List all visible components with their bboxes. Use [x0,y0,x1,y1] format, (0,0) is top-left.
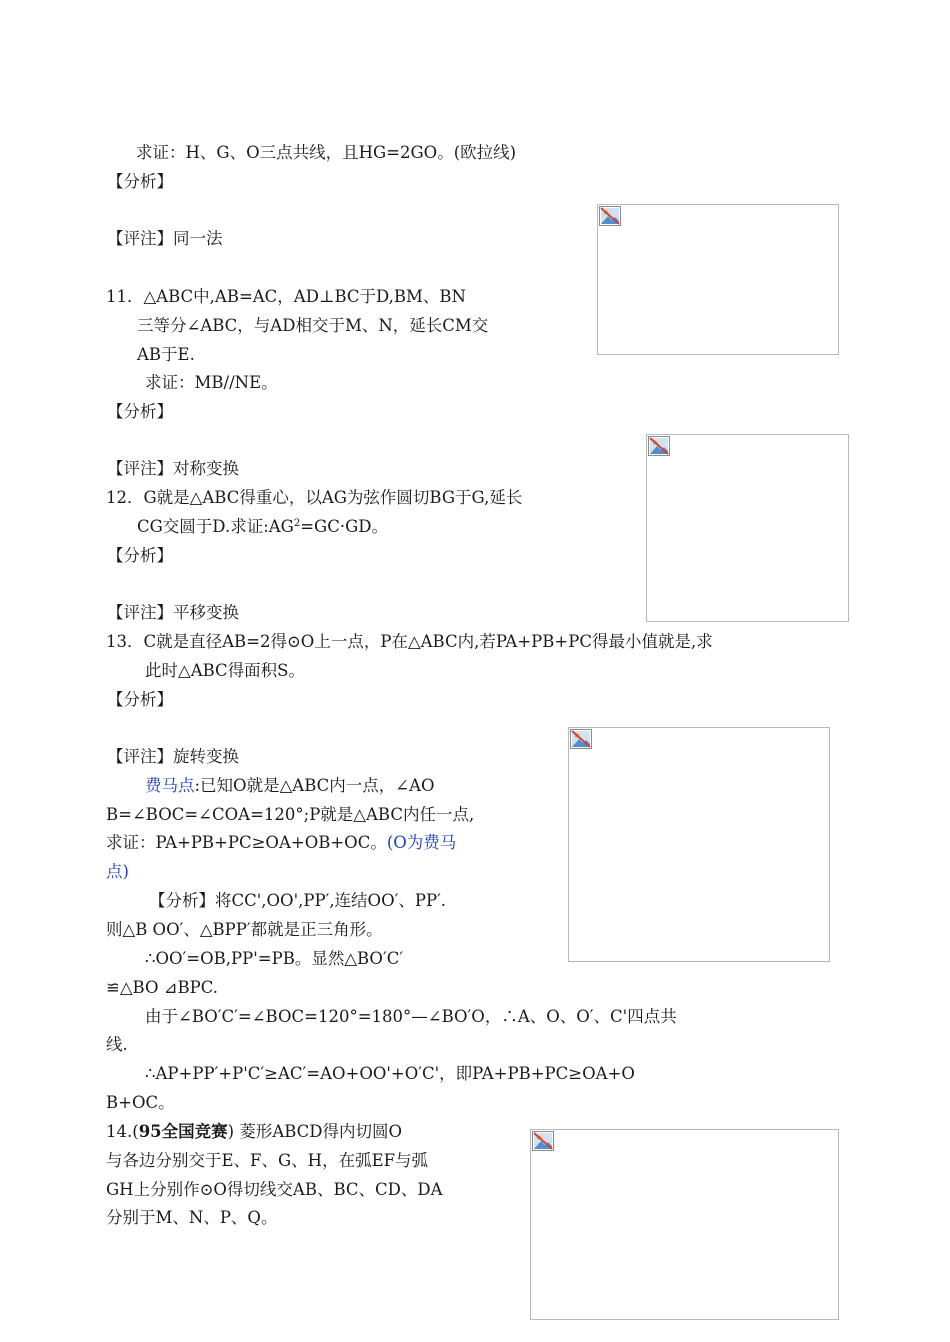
broken-image-icon [570,729,592,749]
text-line: ≌△BO ⊿BPC. [106,978,219,997]
figure-placeholder [530,1129,839,1320]
fermat-note: (O为费马 [386,833,457,852]
section-label: 【分析】 [107,172,173,191]
text-run: 14.( [106,1122,139,1141]
figure-placeholder [646,434,849,622]
text-run: CG交圆于D.求证:AG [137,517,294,536]
text-line: 【分析】将CC',OO',PP′,连结OO′、PP′. [149,891,447,910]
problem-14-title [106,1121,402,1143]
text-run: 求证：PA+PB+PC≥OA+OB+OC。 [106,833,387,852]
superscript: 2 [293,518,301,529]
text-line: 由于∠BO′C′=∠BOC=120°=180°—∠BO′O，∴A、O、O′、C'四点共 [145,1007,677,1026]
text-line: 求证：H、G、O三点共线，且HG=2GO。(欧拉线) [136,143,517,162]
text-line: 此时△ABC得面积S。 [145,661,305,680]
text-line: 分别于M、N、P、Q。 [106,1208,278,1227]
text-run: =GC·GD。 [300,517,389,536]
text-line [145,775,435,797]
section-label: 【评注】旋转变换 [107,747,239,766]
text-run: :已知O就是△ABC内一点，∠AO [194,776,435,795]
section-label: 【分析】 [107,402,173,421]
text-line: 线. [106,1035,128,1054]
text-line: 三等分∠ABC，与AD相交于M、N，延长CM交 [137,316,489,335]
text-line: B=∠BOC=∠COA=120°;P就是△ABC内任一点, [106,805,475,824]
text-run: ) 菱形ABCD得内切圆O [227,1122,403,1141]
text-line: ∴OO′=OB,PP'=PB。显然△BO′C′ [145,949,404,968]
text-line [137,516,388,538]
text-line: B+OC。 [106,1093,175,1112]
fermat-note: 点) [106,862,129,881]
section-label: 【评注】平移变换 [107,603,239,622]
text-line: 则△B OO′、△BPP′都就是正三角形。 [106,920,383,939]
text-line [106,832,456,854]
figure-placeholder [568,727,830,962]
problem-12-title: 12．G就是△ABC得重心，以AG为弦作圆切BG于G,延长 [106,488,523,507]
problem-13-title: 13．C就是直径AB=2得⊙O上一点，P在△ABC内,若PA+PB+PC得最小值就是,求 [106,632,713,651]
broken-image-icon [599,206,621,226]
competition-label: 95全国竞赛 [138,1122,228,1141]
section-label: 【评注】对称变换 [107,459,239,478]
figure-placeholder [597,204,839,355]
broken-image-icon [648,436,670,456]
text-line: ∴AP+PP′+P'C′≥AC′=AO+OO'+O′C'，即PA+PB+PC≥OA+O [145,1064,635,1083]
section-label: 【分析】 [107,546,173,565]
section-label: 【评注】同一法 [107,229,223,248]
text-line: 与各边分别交于E、F、G、H，在弧EF与弧 [106,1151,429,1170]
text-line: 求证：MB//NE。 [145,373,278,392]
problem-11-title: 11．△ABC中,AB=AC，AD⊥BC于D,BM、BN [106,287,466,306]
section-label: 【分析】 [107,690,173,709]
text-line: AB于E. [137,345,195,364]
broken-image-icon [532,1131,554,1151]
text-line: GH上分别作⊙O得切线交AB、BC、CD、DA [106,1180,443,1199]
fermat-point-term: 费马点 [145,776,195,795]
